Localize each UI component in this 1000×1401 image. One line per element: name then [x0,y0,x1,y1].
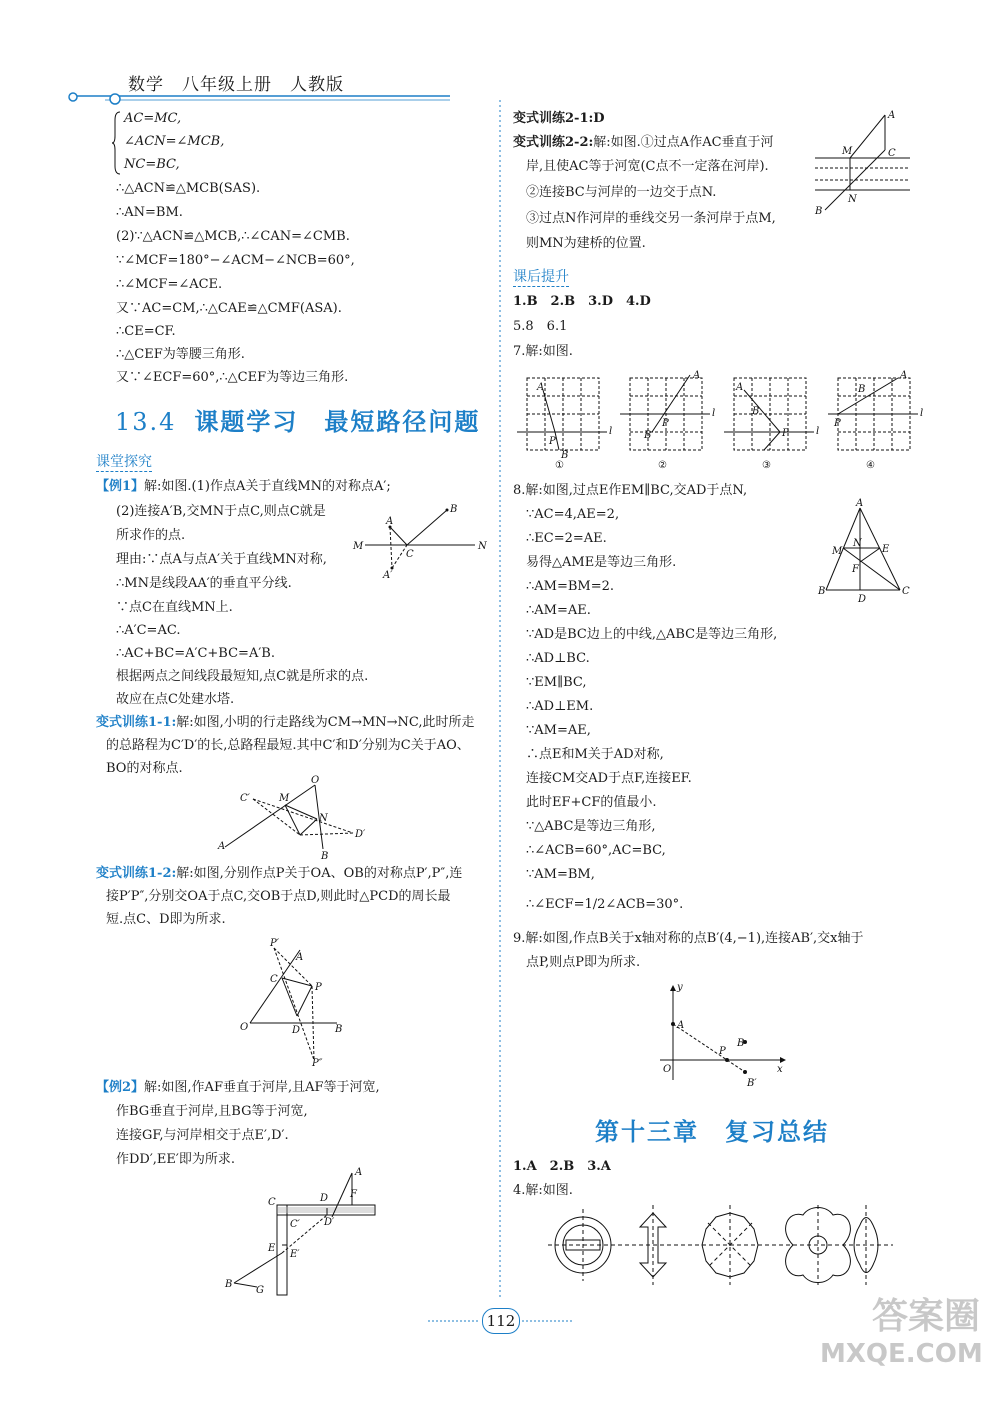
proof-line: 又∵AC=CM,∴△CAE≌△CMF(ASA). [116,301,342,316]
fig1-label: M [353,541,364,552]
variant-1-1-line: BO的对称点. [106,761,183,776]
fig1-label: A′ [383,570,393,581]
river-label: N [848,194,857,205]
fig3-label: P′ [270,938,279,949]
q8-line: ∵△ABC是等边三角形, [526,819,656,834]
variant-2-2-line: ②连接BC与河岸的一边交于点N. [526,185,717,200]
grid-label: B [644,430,652,441]
tag-after-class: 课后提升 [513,266,569,287]
example2-line: 连接GF,与河岸相交于点E′,D′. [116,1128,289,1143]
section-title: 课题学习 最短路径问题 [194,407,481,436]
fig1-label: N [478,541,487,552]
grid-label: A [736,382,744,393]
grid-label: A [693,370,701,381]
proof-line: ∵∠MCF=180°−∠ACM−∠NCB=60°, [116,253,355,268]
tri-label: M [832,546,843,557]
q8-line: ∴AM=BM=2. [526,579,615,594]
grid-label: l [712,408,716,419]
q8-line: ∴∠ECF=1/2∠ACB=30°. [526,897,684,912]
fig4-label: C [268,1197,276,1208]
river-label: C [888,148,896,159]
review-answer: 4.解:如图. [513,1183,573,1198]
coord-label: B′ [747,1078,757,1089]
q8-line: ∴EC=2=AE. [526,531,607,546]
q8-line: ∵AM=BM, [526,867,595,882]
brace-line: AC=MC, [124,111,182,126]
q8-line: ∵AD是BC边上的中线,△ABC是等边三角形, [526,627,778,642]
figure-equilateral [818,500,913,605]
river-label: A [888,110,896,121]
q9-line: 点P,则点P即为所求. [526,955,641,970]
figure-coordinate [655,980,790,1090]
fig2-label: A [218,841,226,852]
fig3-label: B [335,1024,343,1035]
fig4-label: E [268,1243,276,1254]
example1-line: (2)连接A′B,交MN于点C,则点C就是 [116,504,326,519]
fig4-label: D [320,1193,329,1204]
grid-label: P [834,418,841,429]
running-header: 数学 八年级上册 人教版 [128,75,344,95]
example1-line: 理由:∵点A与点A′关于直线MN对称, [116,552,327,567]
fig4-label: F [350,1189,357,1200]
watermark-logo [820,1296,983,1376]
q8-line: ∴∠ACB=60°,AC=BC, [526,843,666,858]
example1-line: ∴A′C=AC. [116,623,181,638]
grid-label: A [537,382,545,393]
q8-line: 连接CM交AD于点F,连接EF. [526,771,692,786]
q8-line: ∵AC=4,AE=2, [526,507,620,522]
chapter-title: 第十三章 复习总结 [595,1117,829,1146]
example-label: 【例2】 [96,1080,145,1095]
watermark-bottom: MXQE.COM [820,1339,983,1369]
example-text: 解:如图.(1)作点A关于直线MN的对称点A′; [144,479,391,494]
example1-line: 故应在点C处建水塔. [116,692,235,707]
example1-line: 所求作的点. [116,528,186,543]
example1-line: 根据两点之间线段最短知,点C就是所求的点. [116,669,369,684]
example1-line: ∴AC+BC=A′C+BC=A′B. [116,646,275,661]
tri-label: D [858,594,867,605]
fig1-label: C [406,549,414,560]
column-divider [498,100,502,1300]
coord-label: A [677,1020,685,1031]
section-number: 13.4 [115,408,177,436]
example1-line [96,478,391,496]
fig4-label: G [256,1285,264,1296]
variant-2-2-line: 则MN为建桥的位置. [526,236,646,251]
river-label: B [815,206,823,217]
fig3-label: P [315,982,322,993]
answer-line: 1.B 2.B 3.D 4.D [513,294,651,309]
example2-line: 作BG垂直于河岸,且BG等于河宽, [116,1104,308,1119]
variant-1-2-line: 短.点C、D即为所求. [106,912,226,927]
q8-line: ∴AD⊥EM. [526,699,594,714]
q8-line: ∴点E和M关于AD对称, [526,747,664,762]
variant-2-2-line [513,134,774,152]
variant-2-1: 变式训练2-1:D [513,111,605,126]
fig4-label: A [355,1167,363,1178]
figure-river-bridge [810,110,915,220]
figure-triangle-pcd [232,938,357,1068]
grid-label: P [782,428,789,439]
section-heading [115,402,480,437]
example2-line [96,1079,380,1097]
variant-label: 变式训练1-2: [96,866,177,881]
coord-label: B [737,1038,745,1049]
tri-label: B [818,586,826,597]
header-rule [65,90,455,110]
grid-label: A [900,370,908,381]
fig3-label: D [292,1025,301,1036]
answer-line: 5.8 6.1 [513,319,568,334]
tri-label: N [853,538,862,549]
figure-water-tower [350,500,495,580]
tri-label: A [856,498,864,509]
fig4-label: E′ [290,1249,300,1260]
grid-label: B [858,384,866,395]
figure-bridges [222,1165,382,1295]
q8-line: ∵AM=AE, [526,723,591,738]
fig2-label: N [319,813,328,824]
example1-line: ∴MN是线段AA′的垂直平分线. [116,576,292,591]
proof-line: ∴△ACN≌△MCB(SAS). [116,181,261,196]
grid-label: B [561,450,569,461]
brace-line: ∠ACN=∠MCB, [124,134,225,149]
fig4-label: C′ [290,1219,300,1230]
q8-line: ∴AD⊥BC. [526,651,590,666]
tri-label: E [882,544,890,555]
coord-label: O [663,1064,672,1075]
proof-line: ∴AN=BM. [116,205,183,220]
variant-2-2-line: 岸,且使AC等于河宽(C点不一定落在河岸). [526,159,769,174]
variant-text: 解:如图,分别作点P关于OA、OB的对称点P′,P″,连 [176,866,463,881]
river-label: M [842,146,853,157]
fig3-label: C [270,974,278,985]
q9-line: 9.解:如图,作点B关于x轴对称的点B′(4,−1),连接AB′,交x轴于 [513,931,864,946]
grid-label: P [549,436,556,447]
watermark-top: 答案圈 [871,1296,980,1337]
proof-line: 又∵∠ECF=60°,∴△CEF为等边三角形. [116,370,349,385]
grid-figure-4 [826,370,926,470]
q8-line: 易得△AME是等边三角形. [526,555,677,570]
page-number: 112 [482,1308,520,1334]
fig2-label: M [279,793,290,804]
grid-figure-1 [515,370,615,470]
variant-text: 解:如图,小明的行走路线为CM→MN→NC,此时所走 [176,715,475,730]
grid-label: P [662,418,669,429]
tri-label: F [852,564,859,575]
answer-line: 7.解:如图. [513,344,573,359]
grid-label: B [752,406,760,417]
variant-1-1-line: 的总路程为C′D′的长,总路程最短.其中C′和D′分别为C关于AO、 [106,738,470,753]
fig3-label: A [296,952,304,963]
grid-label: l [920,408,924,419]
tag-classroom: 课堂探究 [96,451,152,472]
grid-label: l [609,426,613,437]
coord-label: x [777,1064,783,1075]
example-text: 解:如图,作AF垂直于河岸,且AF等于河宽, [144,1080,380,1095]
q8-line: ∴AM=AE. [526,603,591,618]
tri-label: C [902,586,910,597]
variant-label: 变式训练1-1: [96,715,177,730]
proof-line: ∴∠MCF=∠ACE. [116,277,223,292]
example2-line: 作DD′,EE′即为所求. [116,1152,235,1167]
fig4-label: B [225,1279,233,1290]
variant-1-2-line: 接P′P″,分别交OA于点C,交OB于点D,则此时△PCD的周长最 [106,889,451,904]
q8-line: ∵EM∥BC, [526,675,587,690]
proof-line: ∴△CEF为等腰三角形. [116,347,245,362]
fig1-label: B [450,504,458,515]
q8-line: 此时EF+CF的值最小. [526,795,657,810]
proof-line: (2)∵△ACN≌△MCB,∴∠CAN=∠CMB. [116,229,350,244]
variant-1-1-line [96,714,475,732]
grid-caption: ③ [762,460,771,471]
fig2-label: O [311,775,320,786]
proof-line: ∴CE=CF. [116,324,176,339]
brace [112,110,122,176]
fig2-label: B [321,851,329,862]
coord-label: P [719,1046,726,1057]
figure-symmetric-shapes [548,1205,893,1285]
grid-figure-2 [618,370,718,470]
example-label: 【例1】 [96,479,145,494]
grid-caption: ④ [866,460,875,471]
variant-text: 解:如图.①过点A作AC垂直于河 [593,135,774,150]
fig2-label: C′ [240,793,250,804]
variant-2-2-line: ③过点N作河岸的垂线交另一条河岸于点M, [526,211,776,226]
review-answer: 1.A 2.B 3.A [513,1159,611,1174]
q8-line: 8.解:如图,过点E作EM∥BC,交AD于点N, [513,483,748,498]
fig3-label: O [240,1022,249,1033]
fig4-label: D′ [324,1217,335,1228]
variant-label: 变式训练2-2: [513,135,594,150]
grid-caption: ② [658,460,667,471]
grid-caption: ① [555,460,564,471]
variant-1-2-line [96,865,462,883]
coord-label: y [677,982,683,993]
fig3-label: P″ [312,1058,323,1069]
figure-path-cmn [215,777,375,862]
fig1-label: A [386,516,394,527]
grid-label: l [816,426,820,437]
example1-line: ∵点C在直线MN上. [116,600,233,615]
grid-figure-3 [722,370,822,470]
fig2-label: D′ [355,829,366,840]
brace-line: NC=BC, [124,157,180,172]
